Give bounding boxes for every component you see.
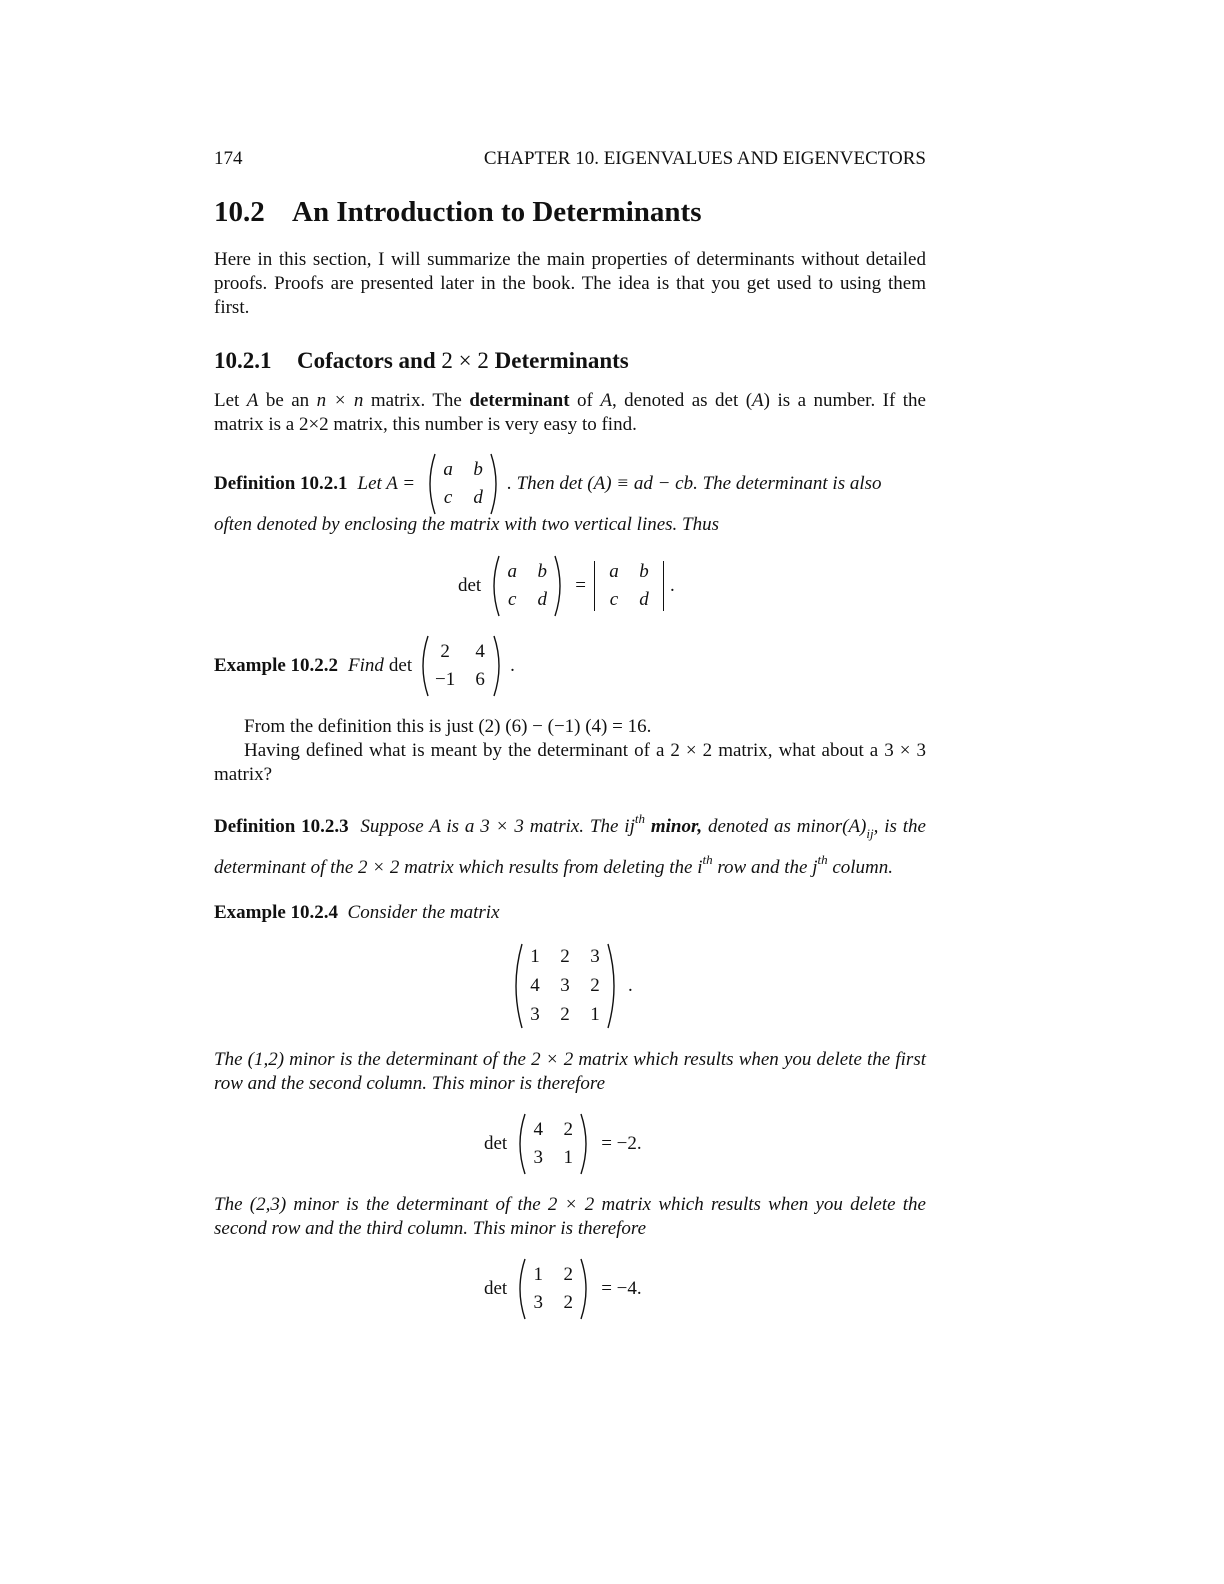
- right-paren-icon: [579, 1257, 593, 1321]
- matrix-entry: 1: [590, 1004, 600, 1025]
- matrix-entry: 3: [560, 975, 570, 996]
- matrix-entry: c: [609, 589, 619, 610]
- det-operator: det: [484, 1133, 508, 1154]
- matrix-entry: d: [473, 487, 483, 508]
- example-find: Find: [348, 655, 384, 676]
- period: .: [669, 575, 675, 596]
- text-run: row and the: [712, 857, 813, 878]
- subscript: ij: [866, 826, 874, 841]
- matrix-entry: c: [443, 487, 453, 508]
- matrix-entries: [432, 641, 490, 691]
- example-solution: From the definition this is just (2) (6) − (−1) (4) = 16.: [244, 716, 652, 737]
- example-label: Example 10.2.4: [214, 902, 339, 923]
- matrix-entry: d: [639, 589, 649, 610]
- subsection-heading: [214, 348, 926, 374]
- example-10-2-4: [214, 901, 926, 925]
- matrix-entry: 1: [563, 1147, 573, 1168]
- text-run: be an: [258, 390, 317, 411]
- example-text: Consider the matrix: [347, 902, 500, 923]
- math-var: j: [812, 857, 818, 878]
- superscript: th: [634, 811, 645, 826]
- matrix-entry: 3: [533, 1292, 543, 1313]
- matrix-entry: 4: [530, 975, 540, 996]
- matrix-entry: b: [639, 561, 649, 582]
- minor-23-text: The (2,3) minor is the determinant of the 2 × 2 matrix which results when you delete the second row and the third column. This minor is therefore: [214, 1194, 926, 1239]
- matrix-entry: 4: [475, 641, 485, 662]
- period: .: [510, 655, 515, 676]
- term-minor: minor,: [650, 816, 703, 837]
- math-var: ij: [624, 816, 635, 837]
- matrix-entry: 2: [560, 1004, 570, 1025]
- minor-result: = −4.: [601, 1278, 642, 1299]
- matrix-entry: c: [508, 589, 517, 610]
- matrix-entry: a: [443, 459, 453, 480]
- text-run: denoted as minor(A): [702, 816, 867, 837]
- math-var: A: [246, 390, 259, 411]
- text-run: matrix. The: [363, 390, 470, 411]
- math-var: i: [697, 857, 703, 878]
- matrix-entry: 2: [560, 946, 570, 967]
- page: [214, 0, 926, 1584]
- section-number: 10.2: [214, 196, 265, 228]
- det-operator: det: [458, 575, 482, 596]
- matrix-2x2: [416, 634, 506, 698]
- right-paren-icon: [492, 634, 506, 698]
- matrix-entry: 3: [530, 1004, 540, 1025]
- math-var: A: [600, 390, 612, 411]
- matrix-entries: [529, 1119, 577, 1169]
- right-paren-icon: [553, 554, 567, 618]
- matrix-entry: 2: [563, 1119, 573, 1140]
- matrix-entries: [529, 1264, 577, 1314]
- superscript: th: [702, 852, 713, 867]
- left-paren-icon: [513, 1257, 527, 1321]
- term-determinant: determinant: [469, 390, 570, 411]
- example-10-2-2: [214, 634, 515, 698]
- superscript: th: [817, 852, 828, 867]
- matrix-entry: 4: [533, 1119, 543, 1140]
- matrix-3x3: [508, 942, 622, 1030]
- equals-sign: =: [575, 575, 586, 596]
- left-paren-icon: [508, 942, 524, 1030]
- matrix-2x2: [423, 452, 503, 516]
- page-number: 174: [214, 148, 243, 169]
- det-operator: det: [388, 655, 413, 676]
- section-heading: [214, 196, 926, 229]
- left-paren-icon: [416, 634, 430, 698]
- right-paren-icon: [489, 452, 503, 516]
- minor-12-text: The (1,2) minor is the determinant of the 2 × 2 matrix which results when you delete the first row and the second column. This minor is therefore: [214, 1049, 926, 1094]
- minor-result: = −2.: [601, 1133, 642, 1154]
- matrix-entry: 2: [563, 1264, 573, 1285]
- matrix-entry: d: [537, 589, 547, 610]
- matrix-entry: 1: [533, 1264, 543, 1285]
- matrix-entries: [526, 946, 604, 1026]
- matrix-entry: b: [473, 459, 483, 480]
- transition-paragraph: Having defined what is meant by the determinant of a 2 × 2 matrix, what about a 3 × 3 matrix?: [214, 740, 926, 785]
- period: .: [628, 975, 633, 996]
- text-run: , denoted as det (: [611, 390, 753, 411]
- right-paren-icon: [606, 942, 622, 1030]
- text-run: Suppose A is a 3 × 3 matrix. The: [360, 816, 625, 837]
- text-run: ) is a number. If the matrix is a 2×2 matrix, this number is very easy to find.: [214, 390, 926, 435]
- definition-line2: often denoted by enclosing the matrix with two vertical lines. Thus: [214, 514, 720, 535]
- text-run: column.: [827, 857, 894, 878]
- example-label: Example 10.2.2: [214, 655, 339, 676]
- left-paren-icon: [423, 452, 437, 516]
- matrix-entry: b: [537, 561, 547, 582]
- subsection-title-math: 2 × 2: [441, 348, 489, 373]
- matrix-entries: [503, 561, 551, 611]
- matrix-entries: [605, 561, 653, 611]
- subsection-title-pre: Cofactors and: [297, 348, 442, 373]
- definition-label: Definition 10.2.3: [214, 816, 349, 837]
- text-run: of: [569, 390, 601, 411]
- matrix-2x2: [487, 554, 567, 618]
- matrix-2x2: [513, 1257, 593, 1321]
- matrix-entry: 3: [533, 1147, 543, 1168]
- vertical-bar-determinant: [594, 561, 664, 611]
- matrix-entry: a: [507, 561, 517, 582]
- text-run: , is the determinant of the 2 × 2 matrix which results from deleting the: [214, 816, 926, 878]
- determinant-paragraph: [214, 389, 926, 437]
- determinant-notation-display: [458, 554, 675, 618]
- det-operator: det: [484, 1278, 508, 1299]
- text-run: Let: [214, 390, 247, 411]
- matrix-entry: 2: [563, 1292, 573, 1313]
- matrix-entry: 6: [475, 669, 485, 690]
- matrix-entries: [439, 459, 487, 509]
- right-paren-icon: [579, 1112, 593, 1176]
- left-paren-icon: [513, 1112, 527, 1176]
- running-header: [214, 148, 926, 172]
- definition-10-2-3: [214, 806, 926, 881]
- section-title: An Introduction to Determinants: [292, 196, 702, 228]
- matrix-entry: 2: [440, 641, 450, 662]
- math-var: A: [752, 390, 764, 411]
- matrix-entry: 3: [590, 946, 600, 967]
- subsection-title-post: Determinants: [488, 348, 629, 373]
- definition-10-2-1: [214, 452, 926, 516]
- left-paren-icon: [487, 554, 501, 618]
- minor-23-display: [484, 1257, 642, 1321]
- definition-label: Definition 10.2.1: [214, 473, 348, 494]
- minor-12-display: [484, 1112, 642, 1176]
- subsection-number: 10.2.1: [214, 348, 272, 373]
- definition-post: . Then det (A) ≡ ad − cb. The determinant is also: [507, 473, 882, 494]
- matrix-entry: 1: [530, 946, 540, 967]
- definition-pre: Let A =: [357, 473, 416, 494]
- matrix-entry: −1: [435, 669, 456, 690]
- running-title: CHAPTER 10. EIGENVALUES AND EIGENVECTORS: [483, 148, 926, 169]
- math-expr: n × n: [316, 390, 364, 411]
- matrix-entry: 2: [590, 975, 600, 996]
- matrix-2x2: [513, 1112, 593, 1176]
- matrix-3x3-display: [508, 942, 633, 1030]
- matrix-entry: a: [609, 561, 619, 582]
- section-intro: Here in this section, I will summarize the main properties of determinants without detailed proofs. Proofs are presented later in the book. The idea is that you get used to using them first.: [214, 249, 926, 318]
